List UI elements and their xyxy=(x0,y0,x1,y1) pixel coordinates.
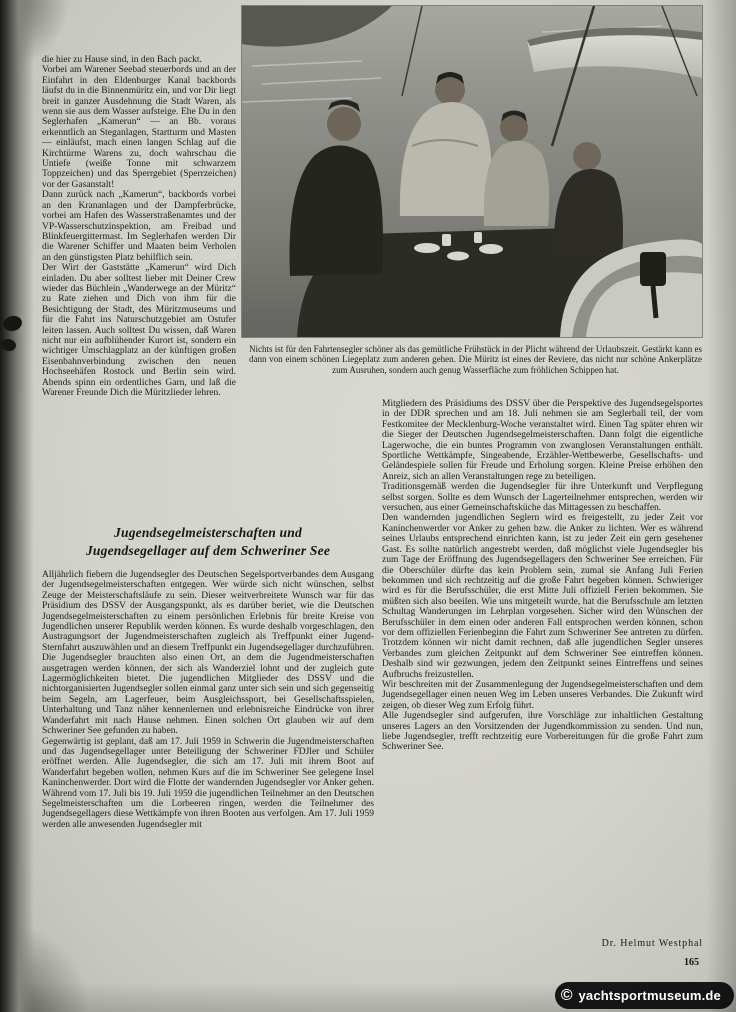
paragraph: Traditionsgemäß werden die Jugendsegler für ihre Unterkunft und Verpflegung selbst sorgen. Sollte es dem Wunsch der Lagerteilnehmer entsprechen, werden wir versuchen, aus einer Gemeinschaftsküche das Mittagessen zu beschaffen. xyxy=(382,482,703,514)
column-top-left xyxy=(42,55,236,523)
column-right xyxy=(382,399,703,935)
watermark-text: yachtsportmuseum.de xyxy=(578,988,721,1003)
photo-caption: Nichts ist für den Fahrtensegler schöner als das gemütliche Frühstück in der Plicht während der Urlaubszeit. Gestärkt kann es dann von einem schönen Liegeplatz zum anderen gehen. Die Müritz ist eines der Reviere, das nicht nur schöne Ankerplätze zum Ausruhen, sondern auch genug Wasserfläche zum fröhlichen Schippen hat. xyxy=(249,344,702,375)
page-number: 165 xyxy=(684,957,699,968)
watermark-badge xyxy=(555,982,734,1009)
boat-breakfast-photo xyxy=(242,6,702,337)
paragraph: Der Wirt der Gaststätte „Kamerun“ wird Dich einladen. Du aber solltest lieber mit Deiner Crew wieder das Büchlein „Wanderwege an der Müritz“ zu Rate ziehen und Dich von ihm für die Besichtigung der Stadt, des Müritzmuseums und für die Fahrt ins Naturschutzgebiet am Ostufer leiten lassen. Auch solltest Du wissen, daß Waren nicht nur ein aufblühender Kurort ist, sondern ein wichtiger Umschlagplatz an der künftigen großen Eisenbahnverbindung zwischen den neuen Hochseehäfen Rostock und Berlin sein wird. Abends spinn ein ordentliches Garn, und laß die Warener Freunde Dich die Müritzlieder lehren. xyxy=(42,263,236,398)
paragraph: Gegenwärtig ist geplant, daß am 17. Juli 1959 in Schwerin die Jugendmeisterschaften und das Jugendsegellager unter Beteiligung der Schweriner FDJler und Schüler eröffnet werden. Alle Jugendsegler, die sich am 17. Juli mit ihrem Boot auf Wanderfahrt begeben wollen, nehmen Kurs auf die im Schweriner See gelegene Insel Kaninchenwerder. Dort wird die Flotte der wandernden Jugendsegler vor Anker gehen. Während vom 17. Juli bis 19. Juli 1959 die jugendlichen Teilnehmer an den Deutschen Segelmeisterschaften um die Lorbeeren ringen, werden die Teilnehmer des Jugendsegellagers diese Wettkämpfe von ihren Booten aus verfolgen. Am 17. Juli 1959 werden alle anwesenden Jugendsegler mit xyxy=(42,736,374,830)
author-signature: Dr. Helmut Westphal xyxy=(601,938,703,949)
paragraph: Mitgliedern des Präsidiums des DSSV über die Perspektive des Jugendsegelsportes in der DDR sprechen und am 18. Juli nehmen sie am Seglerball teil, der vom Festkomitee der Mecklenburg-Woche veranstaltet wird. Einen Tag später ehren wir die Sieger der Deutschen Jugendsegelmeisterschaften. Dann folgt die eigentliche Lagerwoche, die ein buntes Programm von zwanglosen Veranstaltungen enthält. Sportliche Wettkämpfe, Singeabende, Erzähler-Wettbewerbe, Gesellschafts- und Geländespiele sollen für Freude und Erholung sorgen. Kleine Preise erhöhen den Anreiz, sich an allen Veranstaltungen rege zu beteiligen. xyxy=(382,399,703,482)
paragraph: Alljährlich fiebern die Jugendsegler des Deutschen Segelsportverbandes dem Ausgang der Jugendsegelmeisterschaften entgegen. Wer würde sich nicht wünschen, selbst Zeuge der Meisterschaftsläufe zu sein. Dieser weitverbreitete Wunsch war für das Präsidium des DSSV der Ausgangspunkt, als es darüber beriet, wie die Deutschen Jugendsegelmeisterschaften zu einem persönlichen Erlebnis für breite Kreise von Jugendlichen unserer Republik werden können. Es wurde deshalb vorgeschlagen, den Austragungsort der Jugendmeisterschaften zugleich als Treffpunkt einer Jugend-Sternfahrt auszuwählen und an diesem Treffpunkt ein Jugendsegellager durchzuführen. Die Jugendsegler brauchten also einen Ort, an dem die Jugendmeisterschaften ausgetragen werden können, der sich als Wanderziel lohnt und der zugleich gute Lagermöglichkeiten bietet. Die jugendlichen Mitglieder des DSSV und die nichtorganisierten Jugendsegler sollen einmal ganz unter sich sein und sich gegenseitig beim Segeln, am Lagerfeuer, beim Ausgleichssport, bei Gesellschaftsspielen, Unterhaltung und Tanz näher kennenlernen und erlebnisreiche Eindrücke von ihrer Wanderfahrt mit nach Hause nehmen. Einen solchen Ort glauben wir auf dem Schweriner See gefunden zu haben. xyxy=(42,570,374,737)
copyright-icon: © xyxy=(560,986,573,1004)
column-left xyxy=(42,570,374,960)
heading-line-1: Jugendsegelmeisterschaften und xyxy=(114,525,302,540)
heading-line-2: Jugendsegellager auf dem Schweriner See xyxy=(85,542,331,558)
article-heading xyxy=(38,524,378,559)
paragraph: Wir beschreiten mit der Zusammenlegung der Jugendsegelmeisterschaften und dem Jugendsegellager einen neuen Weg im Leben unseres Verbandes. Die Zukunft wird zeigen, ob dieser Weg zum Erfolg führt. xyxy=(382,679,703,711)
binding-shadow xyxy=(0,0,34,1012)
paragraph: Vorbei am Warener Seebad steuerbords und an der Einfahrt in den Eldenburger Kanal backbords läufst du in die Binnenmüritz ein, und vor Dir liegt breit in ganzer Ausdehnung die Stadt Waren, als wenn sie aus dem Wasser aufsteige. Ehe Du in den Seglerhafen „Kamerun“ — an Bb. voraus erkenntlich an Steganlagen, Startturm und Masten — einläufst, mach einen langen Schlag auf die Kirchtürme Warens zu, doch wahrschau die Untiefe (weiße Tonne mit schwarzem Toppzeichen) und das Sperrgebiet (Sperrzeichen) vor der Gasanstalt! xyxy=(42,65,236,190)
paragraph: Dann zurück nach „Kamerun“, backbords vorbei an den Krananlagen und der Dampferbrücke, vorbei am Hafen des Wasserstraßenamtes und der VP-Wasserschutzinspektion, am Freibad und Blinkfeuergittermast. Im Seglerhafen werden Dir die Warener Schiffer und Maaten beim Verholen an den günstigsten Platz behilflich sein. xyxy=(42,190,236,263)
paragraph: Den wandernden jugendlichen Seglern wird es freigestellt, zu jeder Zeit vor Kaninchenwerder vor Anker zu gehen bzw. die Anker zu lichten. Wer es während seines Urlaubs entsprechend einrichten kann, ist zu jeder Zeit ein gern gesehener Gast. Es sollte natürlich angestrebt werden, daß möglichst viele Jugendsegler bis zum Tage der Eröffnung des Jugendsegellagers den Schweriner See erreichen. Für die Oberschüler dürfte das kein Problem sein, zumal sie Anfang Juli Ferien bekommen und sich rechtzeitig auf die große Fahrt begeben können. Schwieriger wird es für die Berufsschüler, die erst Mitte Juli offiziell Ferien bekommen. Sie müßten sich also beeilen. Wie uns mitgeteilt wurde, hat die Berufsschule am letzten Schultag Wanderungen im Lehrplan vorgesehen. Sicher wird den Wünschen der Berufsschüler in dem einen oder anderen Fall entsprochen werden können, schon vor dem offiziellen Ferienbeginn die Fahrt zum Schweriner See antreten zu dürfen. Trotzdem können wir nicht damit rechnen, daß alle jugendlichen Segler unseres Verbandes zum gleichen Zeitpunkt auf dem Schweriner See eintreffen können. Deshalb sind wir gezwungen, jedem den Zeitpunkt seines Eintreffens und seines Aufbruchs freizustellen. xyxy=(382,513,703,680)
paragraph: Alle Jugendsegler sind aufgerufen, ihre Vorschläge zur inhaltlichen Gestaltung unseres Lagers an den Vorsitzenden der Jugendkommission zu senden. Und nun, liebe Jugendsegler, trefft rechtzeitig eure Vorbereitungen für die große Fahrt zum Schweriner See. xyxy=(382,711,703,753)
paragraph: die hier zu Hause sind, in den Bach packt. xyxy=(42,55,202,65)
